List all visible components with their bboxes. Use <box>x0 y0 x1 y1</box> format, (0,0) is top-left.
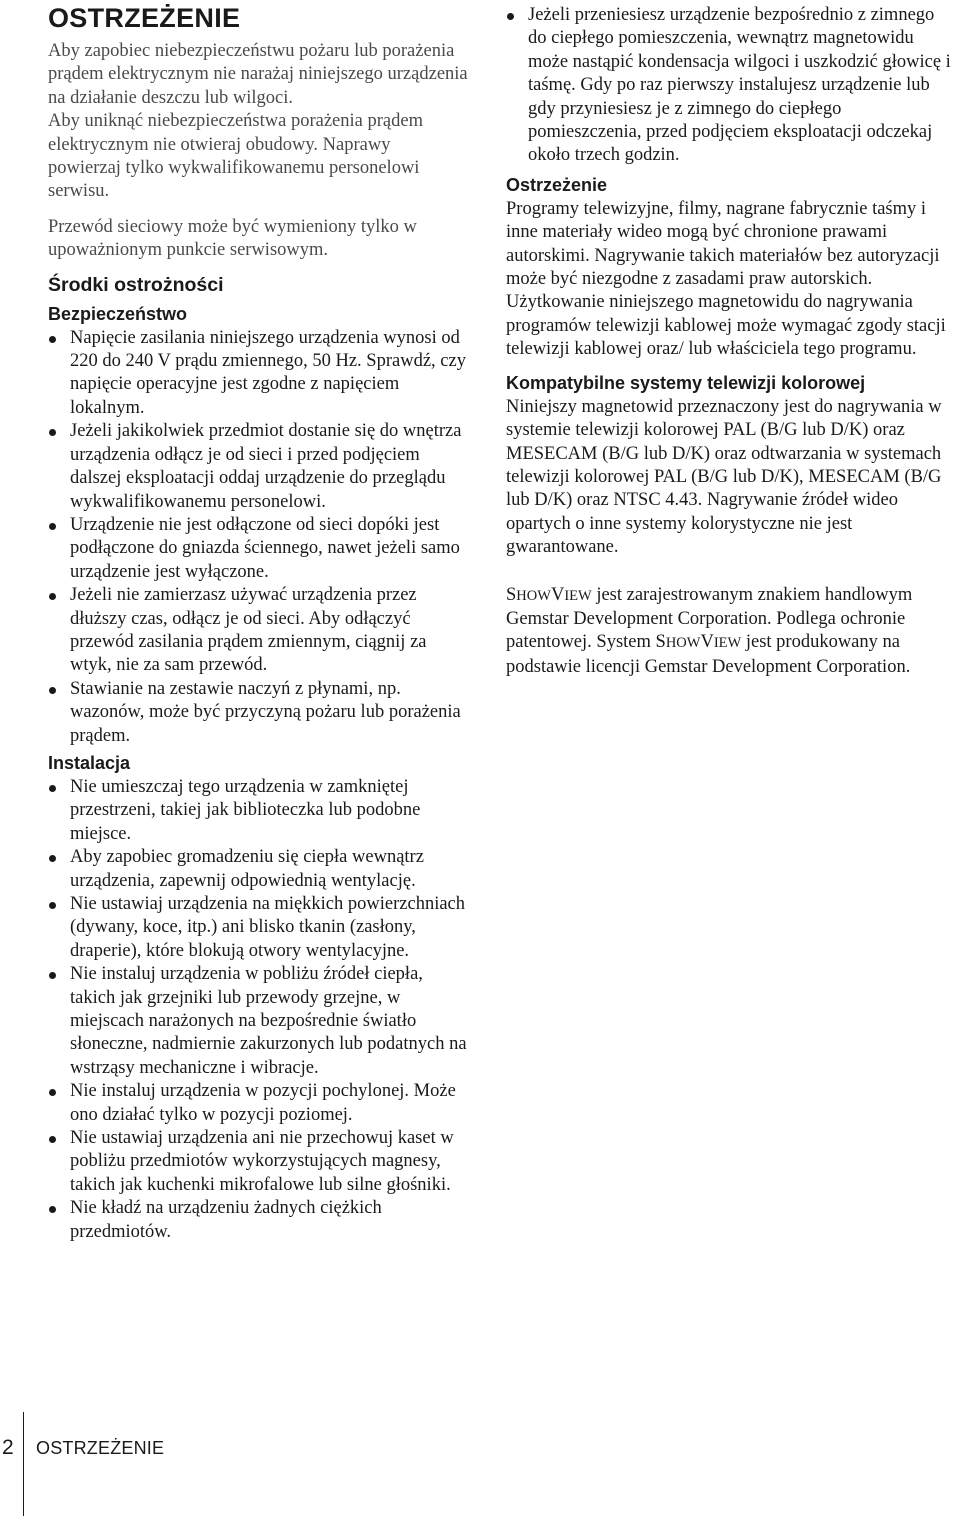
bullet-icon <box>49 336 56 343</box>
left-column <box>48 0 468 1244</box>
list-item <box>48 776 468 846</box>
list-item-text: Stawianie na zestawie naczyń z płynami, np. wazonów, może być przyczyną pożaru lub porażenia prądem. <box>70 678 461 746</box>
compatible-systems-text: Niniejszy magnetowid przeznaczony jest do nagrywania w systemie telewizji kolorowej PAL (B/G lub D/K) oraz MESECAM (B/G lub D/K) oraz odtwarzania w systemach telewizji kolorowej PAL (B/G lub D/K), MESECAM (B/G lub D/K) oraz NTSC 4.43. Nagrywanie źródeł wideo opartych o inne systemy kolorystyczne nie jest gwarantowane. <box>506 396 942 558</box>
page-number: 2 <box>2 1436 14 1459</box>
bullet-icon <box>49 1089 56 1096</box>
bullet-icon <box>49 687 56 694</box>
showview-s: S <box>506 584 517 605</box>
list-item <box>48 1197 468 1244</box>
list-item <box>48 584 468 678</box>
showview-text-2: jest produkowany na podstawie licencji Gemstar Development Corporation. <box>506 632 911 677</box>
warning-paragraph-3: Przewód sieciowy może być wymieniony tylko w upoważnionym punkcie serwisowym. <box>48 216 417 261</box>
showview-v: V <box>550 584 565 605</box>
right-column <box>506 0 956 679</box>
warning-paragraph-1: Aby zapobiec niebezpieczeństwu pożaru lub porażenia prądem elektrycznym nie narażaj niniejszego urządzenia na działanie deszczu lub wilgoci. <box>48 41 468 108</box>
list-item <box>506 4 956 168</box>
list-item-text: Jeżeli przeniesiesz urządzenie bezpośrednio z zimnego do ciepłego pomieszczenia, wewnątrz magnetowidu może nastąpić kondensacja wilgoci i uszkodzić głowicę i taśmę. Gdy po raz pierwszy instalujesz urządzenie lub gdy przyniesiesz je z zimnego do ciepłego pomieszczenia, przed podjęciem eksploatacji odczekaj około trzech godzin. <box>528 5 951 166</box>
list-item-text: Aby zapobiec gromadzeniu się ciepła wewnątrz urządzenia, zapewnij odpowiednią wentylację. <box>70 847 424 891</box>
safety-list <box>48 327 468 748</box>
showview-trademark-text <box>506 584 956 680</box>
compatible-systems-heading: Kompatybilne systemy telewizji kolorowej <box>506 372 866 393</box>
bullet-icon <box>49 855 56 862</box>
list-item <box>48 514 468 584</box>
list-item-text: Napięcie zasilania niniejszego urządzenia wynosi od 220 do 240 V prądu zmiennego, 50 Hz. Sprawdź, czy napięcie operacyjne jest zgodne z napięciem lokalnym. <box>70 327 466 418</box>
installation-list <box>48 776 468 1244</box>
list-item-text: Nie ustawiaj urządzenia ani nie przechowuj kaset w pobliżu przedmiotów wykorzystujących magnesy, takich jak kuchenki mikrofalowe lub silne głośniki. <box>70 1128 454 1195</box>
caution-text: Programy telewizyjne, filmy, nagrane fabrycznie taśmy i inne materiały wideo mogą być chronione prawami autorskimi. Nagrywanie takich materiałów bez autoryzacji może być niezgodne z zasadami praw autorskich. Użytkowanie niniejszego magnetowidu do nagrywania programów telewizji kablowej może wymagać zgody stacji telewizji kablowej oraz/ lub właściciela tego programu. <box>506 198 946 360</box>
showview-iew: IEW <box>564 587 592 604</box>
showview-iew: IEW <box>713 635 742 652</box>
list-item-text: Nie ustawiaj urządzenia na miękkich powierzchniach (dywany, koce, itp.) ani blisko tkanin (zasłony, draperie), które blokują otwory wentylacyjne. <box>70 894 466 961</box>
list-item-text: Jeżeli nie zamierzasz używać urządzenia przez dłuższy czas, odłącz je od sieci. Aby odłączyć przewód zasilania prądem zmiennym, ciągnij za wtyk, nie za sam przewód. <box>70 585 427 676</box>
bullet-icon <box>49 523 56 530</box>
condensation-list <box>506 4 956 168</box>
bullet-icon <box>49 1136 56 1143</box>
list-item-text: Jeżeli jakikolwiek przedmiot dostanie się do wnętrza urządzenia odłącz je od sieci i przed podjęciem dalszej eksploatacji oddaj urządzenie do przeglądu wykwalifikowanemu personelowi. <box>70 421 462 512</box>
bullet-icon <box>49 972 56 979</box>
list-item <box>48 1127 468 1197</box>
showview-v: V <box>700 632 714 653</box>
bullet-icon <box>49 902 56 909</box>
precautions-heading: Środki ostrożności <box>48 273 224 296</box>
page-title: OSTRZEŻENIE <box>48 3 241 33</box>
bullet-icon <box>507 13 514 20</box>
page-footer <box>0 1412 400 1516</box>
list-item <box>48 327 468 421</box>
list-item-text: Nie umieszczaj tego urządzenia w zamkniętej przestrzeni, takiej jak biblioteczka lub podobne miejsce. <box>70 776 421 844</box>
list-item-text: Nie instaluj urządzenia w pozycji pochylonej. Może ono działać tylko w pozycji poziomej. <box>70 1081 456 1125</box>
list-item <box>48 963 468 1080</box>
showview-text-1: jest zarajestrowanym znakiem handlowym Gemstar Development Corporation. Podlega ochronie patentowej. System <box>506 584 913 653</box>
list-item <box>48 893 468 963</box>
bullet-icon <box>49 785 56 792</box>
footer-divider <box>23 1412 24 1516</box>
bullet-icon <box>49 429 56 436</box>
safety-heading: Bezpieczeństwo <box>48 303 188 324</box>
list-item <box>48 420 468 514</box>
list-item-text: Urządzenie nie jest odłączone od sieci dopóki jest podłączone do gniazda ściennego, nawet jeżeli samo urządzenie jest wyłączone. <box>70 514 460 582</box>
showview-s: S <box>655 632 666 653</box>
bullet-icon <box>49 593 56 600</box>
list-item <box>48 846 468 893</box>
list-item <box>48 1080 468 1127</box>
footer-section-title: OSTRZEŻENIE <box>36 1438 165 1458</box>
list-item-text: Nie kładź na urządzeniu żadnych ciężkich przedmiotów. <box>70 1198 382 1242</box>
installation-heading: Instalacja <box>48 752 131 773</box>
bullet-icon <box>49 1206 56 1213</box>
showview-how: HOW <box>516 587 551 604</box>
list-item <box>48 678 468 748</box>
warning-paragraph-2: Aby uniknąć niebezpieczeństwa porażenia prądem elektrycznym nie otwieraj obudowy. Naprawy powierzaj tylko wykwalifikowanemu personelowi serwisu. <box>48 111 423 202</box>
list-item-text: Nie instaluj urządzenia w pobliżu źródeł ciepła, takich jak grzejniki lub przewody grzejne, w miejscach narażonych na bezpośrednie światło słoneczne, nadmiernie zakurzonych lub podatnych na wstrząsy mechaniczne i wibracje. <box>70 964 467 1078</box>
showview-how: HOW <box>665 635 701 652</box>
caution-heading: Ostrzeżenie <box>506 174 608 195</box>
